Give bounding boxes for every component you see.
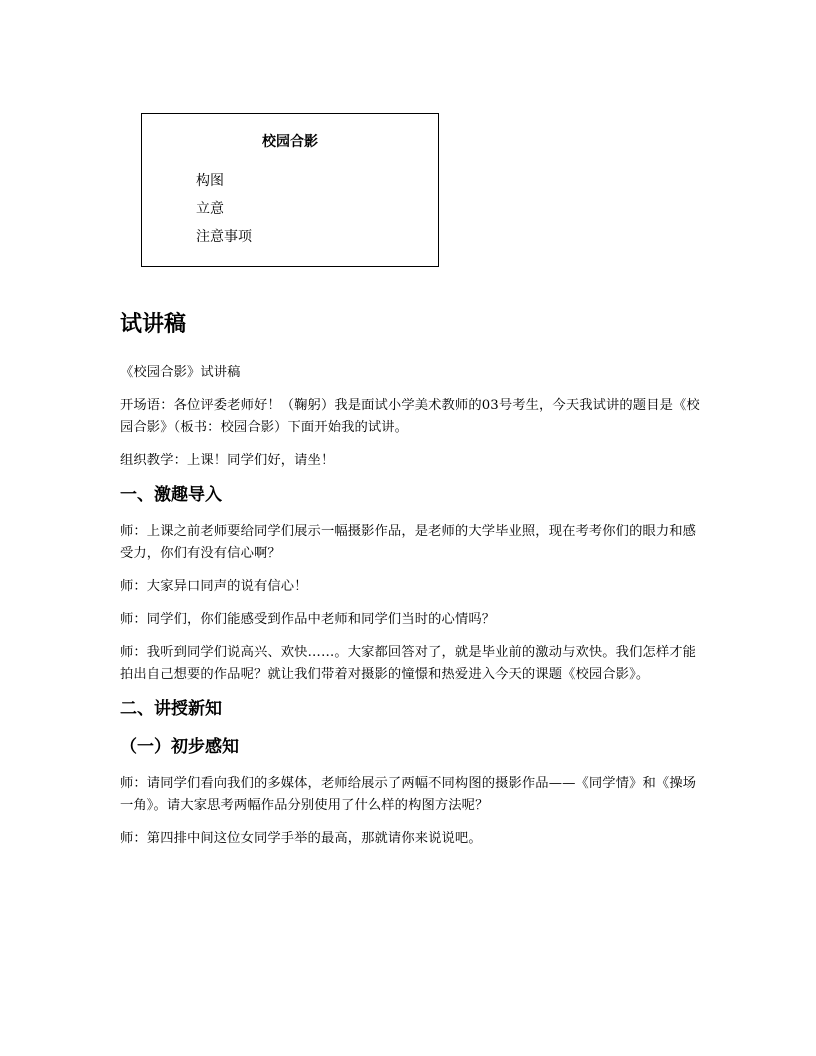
board-title: 校园合影 [262, 134, 318, 150]
opening-paragraph: 开场语：各位评委老师好！（鞠躬）我是面试小学美术教师的03号考生，今天我试讲的题目是《校园合影》（板书：校园合影）下面开始我的试讲。 [120, 398, 700, 435]
intro-paragraph: 师：大家异口同声的说有信心！ [120, 579, 308, 594]
intro-paragraph: 师：同学们，你们能感受到作品中老师和同学们当时的心情吗？ [120, 612, 496, 627]
perception-paragraph: 师：请同学们看向我们的多媒体，老师给展示了两幅不同构图的摄影作品——《同学情》和《操场一角》。请大家思考两幅作品分别使用了什么样的构图方法呢？ [120, 776, 697, 813]
intro-paragraph: 师：我听到同学们说高兴、欢快……。大家都回答对了，就是毕业前的激动与欢快。我们怎样才能拍出自己想要的作品呢？就让我们带着对摄影的憧憬和热爱进入今天的课题《校园合影》。 [120, 645, 697, 682]
intro-paragraph: 师：上课之前老师要给同学们展示一幅摄影作品，是老师的大学毕业照，现在考考你们的眼力和感受力，你们有没有信心啊？ [120, 524, 697, 561]
board-item-concept: 立意 [196, 201, 224, 217]
perception-paragraph: 师：第四排中间这位女同学手举的最高，那就请你来说说吧。 [120, 831, 482, 846]
section-heading-intro: 一、激趣导入 [120, 485, 222, 505]
document-heading: 试讲稿 [120, 312, 187, 337]
board-item-composition: 构图 [196, 173, 224, 189]
document-body [120, 310, 700, 861]
board-item-notes: 注意事项 [196, 229, 252, 245]
section-heading-new-knowledge: 二、讲授新知 [120, 699, 222, 719]
subsection-heading-perception: （一）初步感知 [120, 737, 239, 757]
organize-paragraph: 组织教学：上课！同学们好，请坐！ [120, 453, 335, 468]
blackboard-outline-box [141, 113, 439, 267]
document-subtitle: 《校园合影》试讲稿 [120, 365, 241, 380]
